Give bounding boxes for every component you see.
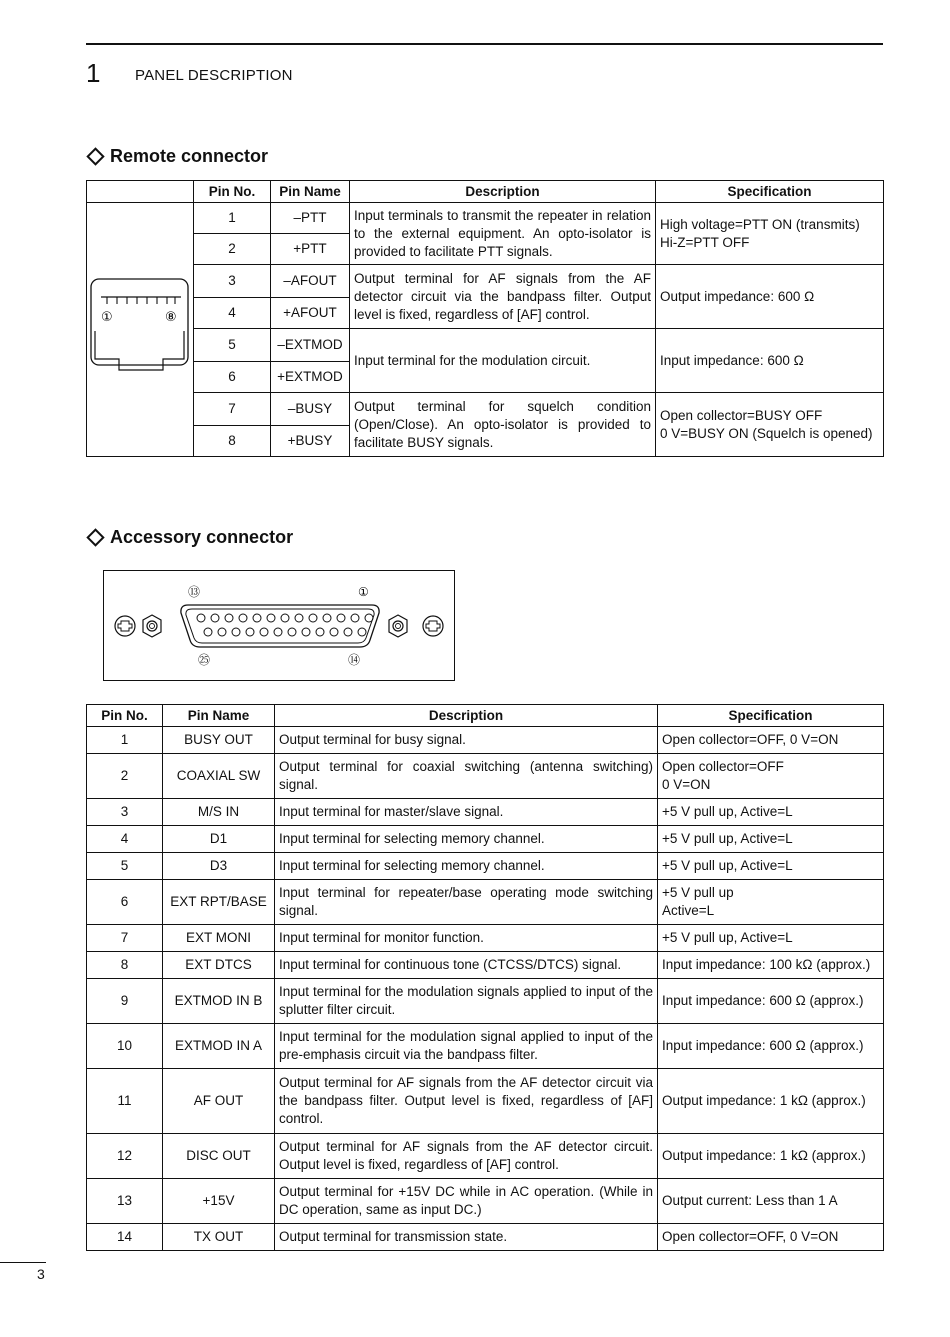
hex-nut-icon (143, 615, 161, 637)
pin-13-label: ⑬ (188, 585, 201, 599)
specification-cell: Output impedance: 1 kΩ (approx.) (658, 1134, 884, 1179)
specification-cell: Output current: Less than 1 A (658, 1179, 884, 1224)
pin-name-cell: –AFOUT (271, 265, 350, 298)
description-cell: Input terminal for continuous tone (CTCSS/DTCS) signal. (275, 952, 658, 979)
description-cell: Input terminal for the modulation signal applied to input of the pre-emphasis circuit via the bandpass filter. (275, 1024, 658, 1069)
specification-cell: Open collector=OFF, 0 V=ON (658, 727, 884, 754)
table-row (87, 799, 884, 826)
table-row (87, 1024, 884, 1069)
pin-name-cell: D3 (163, 853, 275, 880)
db25-connector-diagram (103, 570, 455, 681)
pin-no-cell: 12 (87, 1134, 163, 1179)
description-cell: Input terminal for the modulation signals applied to input of the splutter filter circuit. (275, 979, 658, 1024)
accessory-connector-heading-text: Accessory connector (110, 527, 294, 547)
description-cell: Input terminals to transmit the repeater in relation to the external equipment. An opto-isolator is provided to facilitate PTT signals. (350, 203, 656, 265)
pin-25-label: ㉕ (198, 653, 211, 667)
description-cell: Output terminal for +15V DC while in AC operation. (While in DC operation, same as input DC.) (275, 1179, 658, 1224)
remote-connector-table (86, 180, 884, 457)
pin-no-cell: 1 (194, 203, 271, 234)
pin-name-cell: TX OUT (163, 1224, 275, 1251)
pin-name-cell: –EXTMOD (271, 329, 350, 362)
pin-no-cell: 5 (87, 853, 163, 880)
specification-cell: Output impedance: 1 kΩ (approx.) (658, 1069, 884, 1134)
description-cell: Output terminal for transmission state. (275, 1224, 658, 1251)
table-row (87, 1134, 884, 1179)
screw-icon (423, 616, 443, 636)
description-cell: Input terminal for repeater/base operating mode switching signal. (275, 880, 658, 925)
table-row (87, 1224, 884, 1251)
description-cell: Input terminal for monitor function. (275, 925, 658, 952)
specification-cell: Open collector=OFF, 0 V=ON (658, 1224, 884, 1251)
pin-name-cell: –BUSY (271, 393, 350, 426)
accessory-table-body (87, 727, 884, 1251)
pin-no-cell: 4 (194, 298, 271, 329)
pin-no-cell: 9 (87, 979, 163, 1024)
pin-no-cell: 14 (87, 1224, 163, 1251)
specification-cell: Input impedance: 600 Ω (approx.) (658, 1024, 884, 1069)
specification-cell: +5 V pull up, Active=L (658, 826, 884, 853)
chapter-number: 1 (86, 58, 101, 88)
specification-cell: Open collector=BUSY OFF 0 V=BUSY ON (Squelch is opened) (656, 393, 884, 457)
description-cell: Output terminal for squelch condition (Open/Close). An opto-isolator is provided to facilitate BUSY signals. (350, 393, 656, 457)
description-cell: Output terminal for AF signals from the AF detector circuit. Output level is fixed, regardless of [AF] control. (275, 1134, 658, 1179)
pin-no-cell: 5 (194, 329, 271, 362)
pin-no-cell: 4 (87, 826, 163, 853)
table-row (87, 754, 884, 799)
table-row (87, 393, 884, 426)
description-cell: Input terminal for the modulation circuit. (350, 329, 656, 393)
pin-name-cell: –PTT (271, 203, 350, 234)
specification-header: Specification (656, 181, 884, 203)
pin-name-header: Pin Name (271, 181, 350, 203)
table-row (87, 952, 884, 979)
pin-no-cell: 6 (194, 362, 271, 393)
pin-no-header: Pin No. (87, 705, 163, 727)
screw-icon (115, 616, 135, 636)
pin-no-cell: 6 (87, 880, 163, 925)
pin-name-cell: EXT DTCS (163, 952, 275, 979)
pin-name-cell: EXT RPT/BASE (163, 880, 275, 925)
pin-no-cell: 11 (87, 1069, 163, 1134)
db25-connector-icon (104, 571, 454, 680)
specification-cell: High voltage=PTT ON (transmits) Hi-Z=PTT OFF (656, 203, 884, 265)
pin-14-label: ⑭ (348, 653, 361, 667)
description-cell: Output terminal for busy signal. (275, 727, 658, 754)
hex-nut-icon (389, 615, 407, 637)
description-cell: Input terminal for selecting memory channel. (275, 826, 658, 853)
pin-name-cell: +AFOUT (271, 298, 350, 329)
pin-no-cell: 7 (87, 925, 163, 952)
remote-connector-heading-text: Remote connector (110, 146, 269, 166)
accessory-connector-heading (86, 527, 293, 548)
table-row (87, 203, 884, 234)
header-rule (86, 43, 883, 45)
pin-1-label: ① (101, 310, 113, 325)
table-header-row (87, 181, 884, 203)
table-row (87, 1179, 884, 1224)
pin-name-header: Pin Name (163, 705, 275, 727)
rj45-connector-image-cell (87, 203, 194, 457)
pin-name-cell: +PTT (271, 234, 350, 265)
pin-no-cell: 13 (87, 1179, 163, 1224)
table-row (87, 925, 884, 952)
specification-cell: +5 V pull up Active=L (658, 880, 884, 925)
description-cell: Output terminal for AF signals from the AF detector circuit via the bandpass filter. Output level is fixed, regardless of [AF] control. (350, 265, 656, 329)
pin-name-cell: EXTMOD IN A (163, 1024, 275, 1069)
table-row (87, 265, 884, 298)
table-row (87, 727, 884, 754)
specification-cell: Output impedance: 600 Ω (656, 265, 884, 329)
image-header-cell (87, 181, 194, 203)
description-header: Description (275, 705, 658, 727)
pin-name-cell: BUSY OUT (163, 727, 275, 754)
description-cell: Output terminal for AF signals from the AF detector circuit via the bandpass filter. Output level is fixed, regardless of [AF] control. (275, 1069, 658, 1134)
pin-no-cell: 8 (194, 426, 271, 457)
specification-cell: +5 V pull up, Active=L (658, 799, 884, 826)
description-cell: Output terminal for coaxial switching (antenna switching) signal. (275, 754, 658, 799)
pin-no-cell: 2 (87, 754, 163, 799)
pin-no-header: Pin No. (194, 181, 271, 203)
pin-no-cell: 1 (87, 727, 163, 754)
pin-name-cell: AF OUT (163, 1069, 275, 1134)
specification-cell: Input impedance: 600 Ω (approx.) (658, 979, 884, 1024)
footer-rule (0, 1262, 46, 1263)
page-number: 3 (37, 1266, 45, 1282)
diamond-bullet-icon (86, 147, 104, 165)
table-row (87, 979, 884, 1024)
pin-no-cell: 3 (194, 265, 271, 298)
table-row (87, 853, 884, 880)
table-row (87, 880, 884, 925)
pin-name-cell: EXT MONI (163, 925, 275, 952)
rj45-connector-icon (87, 203, 194, 451)
specification-cell: Input impedance: 600 Ω (656, 329, 884, 393)
description-header: Description (350, 181, 656, 203)
pin-name-cell: EXTMOD IN B (163, 979, 275, 1024)
pin-no-cell: 3 (87, 799, 163, 826)
pin-name-cell: +EXTMOD (271, 362, 350, 393)
pin-8-label: ⑧ (165, 310, 177, 325)
specification-cell: +5 V pull up, Active=L (658, 853, 884, 880)
pin-name-cell: +BUSY (271, 426, 350, 457)
description-cell: Input terminal for master/slave signal. (275, 799, 658, 826)
pin-name-cell: COAXIAL SW (163, 754, 275, 799)
pin-no-cell: 10 (87, 1024, 163, 1069)
pin-name-cell: D1 (163, 826, 275, 853)
specification-cell: Open collector=OFF 0 V=ON (658, 754, 884, 799)
pin-name-cell: M/S IN (163, 799, 275, 826)
description-cell: Input terminal for selecting memory channel. (275, 853, 658, 880)
table-row (87, 1069, 884, 1134)
table-row (87, 826, 884, 853)
accessory-connector-table (86, 704, 884, 1251)
specification-cell: +5 V pull up, Active=L (658, 925, 884, 952)
pin-name-cell: DISC OUT (163, 1134, 275, 1179)
specification-cell: Input impedance: 100 kΩ (approx.) (658, 952, 884, 979)
table-row (87, 329, 884, 362)
chapter-title: PANEL DESCRIPTION (135, 67, 293, 84)
table-header-row (87, 705, 884, 727)
diamond-bullet-icon (86, 528, 104, 546)
pin-1-label: ① (358, 585, 369, 599)
specification-header: Specification (658, 705, 884, 727)
pin-name-cell: +15V (163, 1179, 275, 1224)
remote-connector-heading (86, 146, 268, 167)
pin-no-cell: 8 (87, 952, 163, 979)
pin-no-cell: 2 (194, 234, 271, 265)
pin-no-cell: 7 (194, 393, 271, 426)
